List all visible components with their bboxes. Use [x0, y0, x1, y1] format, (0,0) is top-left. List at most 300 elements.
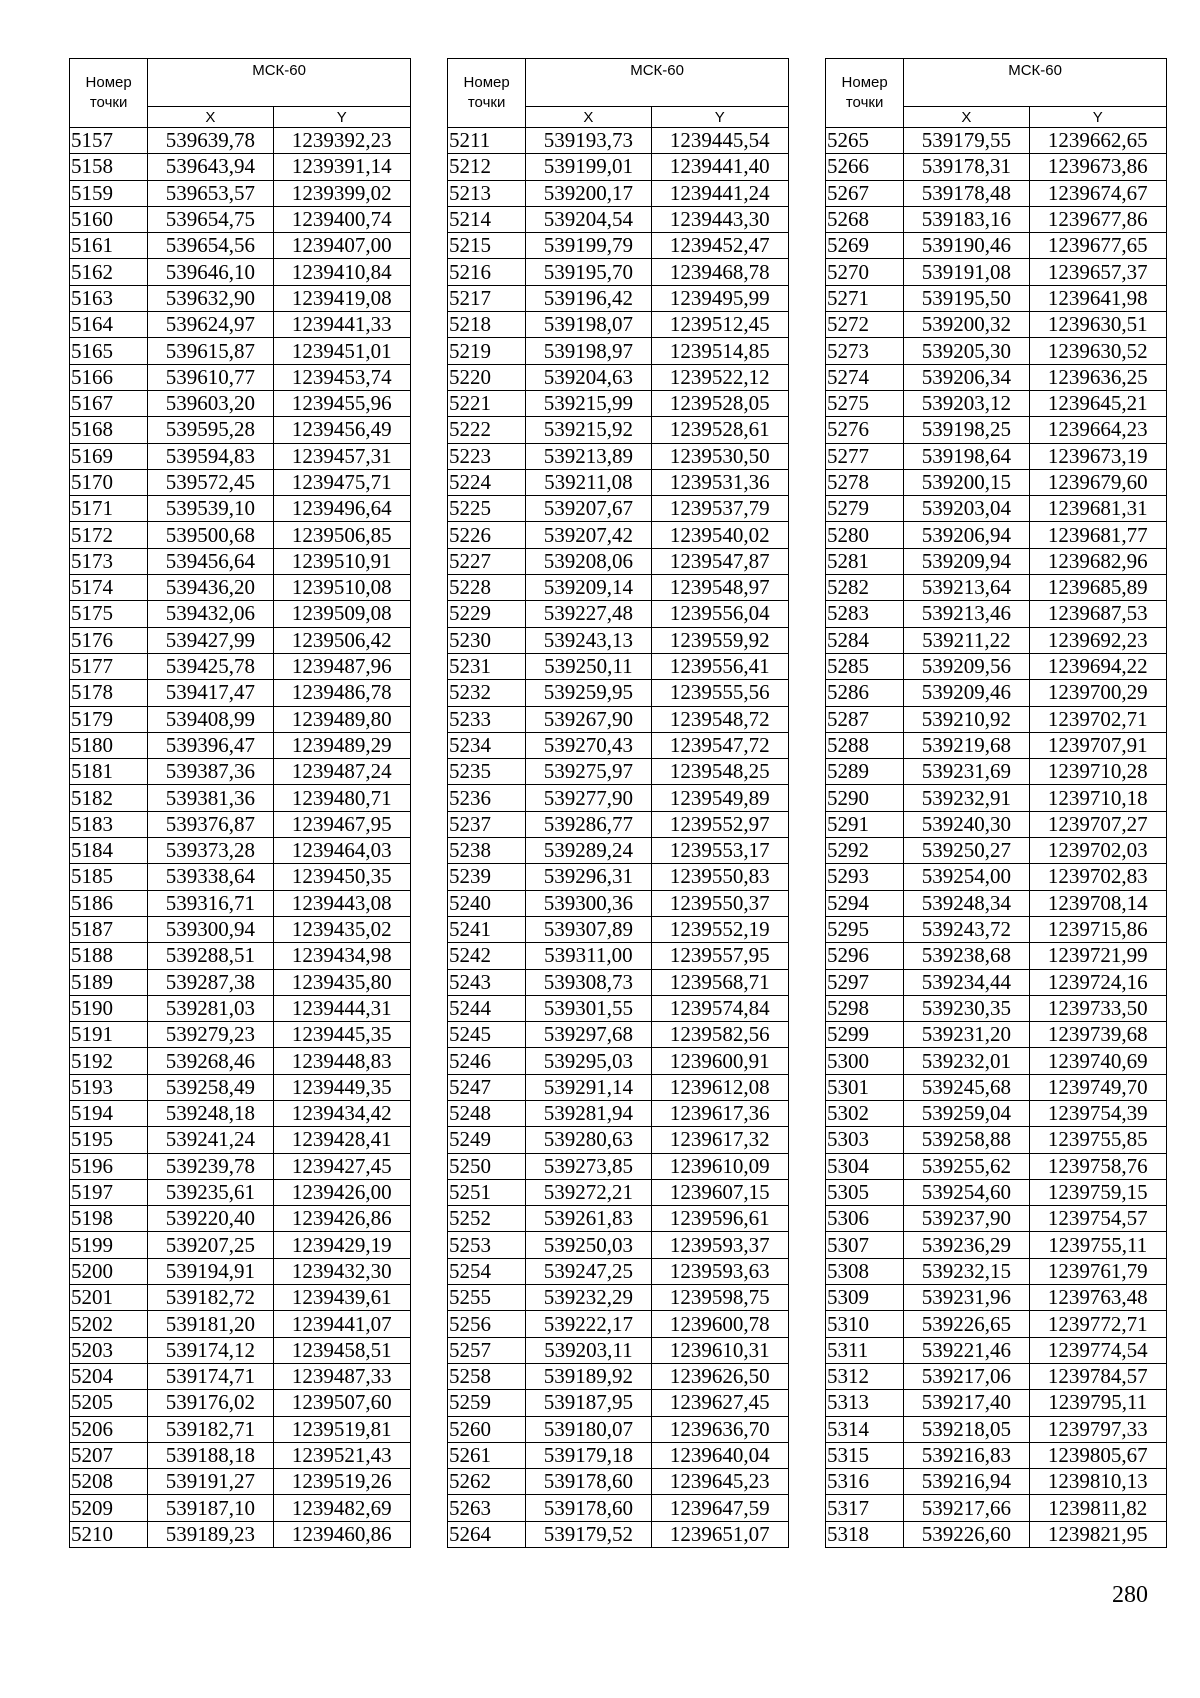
table-row	[826, 548, 1167, 574]
point-number-cell: 5161	[70, 233, 148, 259]
point-number-cell: 5202	[70, 1311, 148, 1337]
x-coordinate-cell: 539187,95	[526, 1390, 651, 1416]
table-row	[70, 338, 411, 364]
y-coordinate-cell: 1239496,64	[273, 496, 410, 522]
x-coordinate-cell: 539311,00	[526, 943, 651, 969]
point-number-cell: 5284	[826, 627, 904, 653]
y-coordinate-cell: 1239441,07	[273, 1311, 410, 1337]
x-coordinate-cell: 539432,06	[148, 601, 273, 627]
table-row	[826, 1206, 1167, 1232]
y-coordinate-cell: 1239509,08	[273, 601, 410, 627]
point-number-cell: 5285	[826, 653, 904, 679]
x-coordinate-cell: 539286,77	[526, 811, 651, 837]
y-coordinate-cell: 1239617,32	[651, 1127, 788, 1153]
point-number-cell: 5270	[826, 259, 904, 285]
y-coordinate-cell: 1239528,61	[651, 417, 788, 443]
table-row	[826, 653, 1167, 679]
y-coordinate-cell: 1239455,96	[273, 390, 410, 416]
x-coordinate-cell: 539279,23	[148, 1022, 273, 1048]
y-coordinate-cell: 1239429,19	[273, 1232, 410, 1258]
x-coordinate-cell: 539213,89	[526, 443, 651, 469]
table-row	[70, 864, 411, 890]
x-coordinate-cell: 539254,00	[904, 864, 1029, 890]
x-coordinate-cell: 539236,29	[904, 1232, 1029, 1258]
table-row	[70, 943, 411, 969]
point-number-cell: 5290	[826, 785, 904, 811]
y-coordinate-cell: 1239607,15	[651, 1179, 788, 1205]
point-number-cell: 5258	[448, 1363, 526, 1389]
y-coordinate-cell: 1239740,69	[1029, 1048, 1166, 1074]
table-row	[448, 575, 789, 601]
x-coordinate-cell: 539183,16	[904, 206, 1029, 232]
table-row	[448, 1416, 789, 1442]
y-coordinate-cell: 1239434,98	[273, 943, 410, 969]
table-row	[826, 1074, 1167, 1100]
table-row	[826, 1442, 1167, 1468]
x-coordinate-cell: 539387,36	[148, 759, 273, 785]
table-row	[70, 206, 411, 232]
header-msk60: МСК-60	[526, 59, 789, 107]
x-coordinate-cell: 539206,94	[904, 522, 1029, 548]
point-number-cell: 5200	[70, 1258, 148, 1284]
point-number-cell: 5186	[70, 890, 148, 916]
table-row	[448, 364, 789, 390]
x-coordinate-cell: 539500,68	[148, 522, 273, 548]
point-number-cell: 5219	[448, 338, 526, 364]
point-number-cell: 5234	[448, 732, 526, 758]
x-coordinate-cell: 539209,56	[904, 653, 1029, 679]
point-number-cell: 5229	[448, 601, 526, 627]
x-coordinate-cell: 539232,29	[526, 1285, 651, 1311]
y-coordinate-cell: 1239640,04	[651, 1442, 788, 1468]
point-number-cell: 5261	[448, 1442, 526, 1468]
x-coordinate-cell: 539259,04	[904, 1100, 1029, 1126]
x-coordinate-cell: 539199,01	[526, 154, 651, 180]
x-coordinate-cell: 539425,78	[148, 653, 273, 679]
point-number-cell: 5316	[826, 1469, 904, 1495]
x-coordinate-cell: 539291,14	[526, 1074, 651, 1100]
table-row	[70, 1495, 411, 1521]
y-coordinate-cell: 1239487,33	[273, 1363, 410, 1389]
table-row	[448, 732, 789, 758]
y-coordinate-cell: 1239721,99	[1029, 943, 1166, 969]
point-number-cell: 5225	[448, 496, 526, 522]
x-coordinate-cell: 539258,88	[904, 1127, 1029, 1153]
table-row	[448, 864, 789, 890]
y-coordinate-cell: 1239636,25	[1029, 364, 1166, 390]
point-number-cell: 5194	[70, 1100, 148, 1126]
table-row	[448, 1232, 789, 1258]
point-number-cell: 5306	[826, 1206, 904, 1232]
table-row	[448, 154, 789, 180]
coordinates-table-3	[825, 58, 1167, 1548]
table-row	[448, 838, 789, 864]
y-coordinate-cell: 1239537,79	[651, 496, 788, 522]
x-coordinate-cell: 539250,11	[526, 653, 651, 679]
table-row	[826, 916, 1167, 942]
y-coordinate-cell: 1239528,05	[651, 390, 788, 416]
point-number-cell: 5312	[826, 1363, 904, 1389]
point-number-cell: 5214	[448, 206, 526, 232]
y-coordinate-cell: 1239427,45	[273, 1153, 410, 1179]
table-row	[448, 1074, 789, 1100]
x-coordinate-cell: 539624,97	[148, 312, 273, 338]
y-coordinate-cell: 1239445,35	[273, 1022, 410, 1048]
x-coordinate-cell: 539226,60	[904, 1521, 1029, 1547]
x-coordinate-cell: 539200,17	[526, 180, 651, 206]
x-coordinate-cell: 539396,47	[148, 732, 273, 758]
coordinates-table-2	[447, 58, 789, 1548]
point-number-cell: 5317	[826, 1495, 904, 1521]
y-coordinate-cell: 1239510,91	[273, 548, 410, 574]
table-row	[826, 1390, 1167, 1416]
point-number-cell: 5183	[70, 811, 148, 837]
x-coordinate-cell: 539277,90	[526, 785, 651, 811]
point-number-cell: 5157	[70, 128, 148, 154]
x-coordinate-cell: 539191,27	[148, 1469, 273, 1495]
point-number-cell: 5233	[448, 706, 526, 732]
table-row	[448, 259, 789, 285]
x-coordinate-cell: 539182,72	[148, 1285, 273, 1311]
y-coordinate-cell: 1239550,37	[651, 890, 788, 916]
point-number-cell: 5231	[448, 653, 526, 679]
point-number-cell: 5185	[70, 864, 148, 890]
point-number-cell: 5208	[70, 1469, 148, 1495]
point-number-cell: 5243	[448, 969, 526, 995]
x-coordinate-cell: 539594,83	[148, 443, 273, 469]
y-coordinate-cell: 1239445,54	[651, 128, 788, 154]
x-coordinate-cell: 539203,11	[526, 1337, 651, 1363]
point-number-cell: 5309	[826, 1285, 904, 1311]
x-coordinate-cell: 539213,64	[904, 575, 1029, 601]
x-coordinate-cell: 539654,56	[148, 233, 273, 259]
x-coordinate-cell: 539204,63	[526, 364, 651, 390]
table-row	[70, 1022, 411, 1048]
point-number-cell: 5165	[70, 338, 148, 364]
table-row	[448, 653, 789, 679]
y-coordinate-cell: 1239556,04	[651, 601, 788, 627]
y-coordinate-cell: 1239548,97	[651, 575, 788, 601]
table-row	[70, 1100, 411, 1126]
y-coordinate-cell: 1239627,45	[651, 1390, 788, 1416]
x-coordinate-cell: 539196,42	[526, 285, 651, 311]
x-coordinate-cell: 539200,32	[904, 312, 1029, 338]
table-row	[70, 1521, 411, 1547]
point-number-cell: 5235	[448, 759, 526, 785]
point-number-cell: 5188	[70, 943, 148, 969]
table-row	[70, 285, 411, 311]
table-row	[826, 128, 1167, 154]
table-row	[70, 680, 411, 706]
table-row	[826, 417, 1167, 443]
x-coordinate-cell: 539195,70	[526, 259, 651, 285]
x-coordinate-cell: 539218,05	[904, 1416, 1029, 1442]
header-point-number: Номер точки	[70, 59, 148, 128]
x-coordinate-cell: 539307,89	[526, 916, 651, 942]
y-coordinate-cell: 1239772,71	[1029, 1311, 1166, 1337]
y-coordinate-cell: 1239673,19	[1029, 443, 1166, 469]
y-coordinate-cell: 1239795,11	[1029, 1390, 1166, 1416]
x-coordinate-cell: 539217,06	[904, 1363, 1029, 1389]
point-number-cell: 5197	[70, 1179, 148, 1205]
x-coordinate-cell: 539539,10	[148, 496, 273, 522]
y-coordinate-cell: 1239486,78	[273, 680, 410, 706]
x-coordinate-cell: 539178,60	[526, 1469, 651, 1495]
y-coordinate-cell: 1239448,83	[273, 1048, 410, 1074]
point-number-cell: 5175	[70, 601, 148, 627]
y-coordinate-cell: 1239596,61	[651, 1206, 788, 1232]
y-coordinate-cell: 1239441,40	[651, 154, 788, 180]
page-number: 280	[1112, 1582, 1148, 1608]
x-coordinate-cell: 539254,60	[904, 1179, 1029, 1205]
y-coordinate-cell: 1239392,23	[273, 128, 410, 154]
table-row	[448, 1363, 789, 1389]
point-number-cell: 5158	[70, 154, 148, 180]
point-number-cell: 5275	[826, 390, 904, 416]
y-coordinate-cell: 1239708,14	[1029, 890, 1166, 916]
point-number-cell: 5265	[826, 128, 904, 154]
x-coordinate-cell: 539178,60	[526, 1495, 651, 1521]
table-row	[448, 1179, 789, 1205]
y-coordinate-cell: 1239451,01	[273, 338, 410, 364]
table-row	[826, 1179, 1167, 1205]
point-number-cell: 5298	[826, 995, 904, 1021]
point-number-cell: 5297	[826, 969, 904, 995]
y-coordinate-cell: 1239399,02	[273, 180, 410, 206]
point-number-cell: 5268	[826, 206, 904, 232]
y-coordinate-cell: 1239391,14	[273, 154, 410, 180]
point-number-cell: 5163	[70, 285, 148, 311]
point-number-cell: 5277	[826, 443, 904, 469]
x-coordinate-cell: 539221,46	[904, 1337, 1029, 1363]
point-number-cell: 5269	[826, 233, 904, 259]
x-coordinate-cell: 539231,96	[904, 1285, 1029, 1311]
point-number-cell: 5207	[70, 1442, 148, 1468]
y-coordinate-cell: 1239547,72	[651, 732, 788, 758]
table-row	[826, 259, 1167, 285]
y-coordinate-cell: 1239464,03	[273, 838, 410, 864]
x-coordinate-cell: 539258,49	[148, 1074, 273, 1100]
x-coordinate-cell: 539207,25	[148, 1232, 273, 1258]
x-coordinate-cell: 539240,30	[904, 811, 1029, 837]
x-coordinate-cell: 539654,75	[148, 206, 273, 232]
x-coordinate-cell: 539643,94	[148, 154, 273, 180]
point-number-cell: 5204	[70, 1363, 148, 1389]
table-row	[70, 522, 411, 548]
x-coordinate-cell: 539176,02	[148, 1390, 273, 1416]
y-coordinate-cell: 1239682,96	[1029, 548, 1166, 574]
point-number-cell: 5266	[826, 154, 904, 180]
y-coordinate-cell: 1239460,86	[273, 1521, 410, 1547]
header-x: X	[904, 107, 1029, 128]
y-coordinate-cell: 1239443,08	[273, 890, 410, 916]
coordinates-table-1	[69, 58, 411, 1548]
table-row	[448, 1048, 789, 1074]
point-number-cell: 5257	[448, 1337, 526, 1363]
point-number-cell: 5195	[70, 1127, 148, 1153]
y-coordinate-cell: 1239435,02	[273, 916, 410, 942]
x-coordinate-cell: 539288,51	[148, 943, 273, 969]
table-row	[826, 943, 1167, 969]
point-number-cell: 5301	[826, 1074, 904, 1100]
point-number-cell: 5191	[70, 1022, 148, 1048]
x-coordinate-cell: 539280,63	[526, 1127, 651, 1153]
x-coordinate-cell: 539248,34	[904, 890, 1029, 916]
y-coordinate-cell: 1239489,80	[273, 706, 410, 732]
x-coordinate-cell: 539226,65	[904, 1311, 1029, 1337]
x-coordinate-cell: 539200,15	[904, 469, 1029, 495]
x-coordinate-cell: 539632,90	[148, 285, 273, 311]
x-coordinate-cell: 539231,20	[904, 1022, 1029, 1048]
y-coordinate-cell: 1239495,99	[651, 285, 788, 311]
table-row	[826, 969, 1167, 995]
table-row	[826, 443, 1167, 469]
point-number-cell: 5201	[70, 1285, 148, 1311]
point-number-cell: 5174	[70, 575, 148, 601]
header-point-number: Номер точки	[448, 59, 526, 128]
y-coordinate-cell: 1239530,50	[651, 443, 788, 469]
x-coordinate-cell: 539243,13	[526, 627, 651, 653]
y-coordinate-cell: 1239673,86	[1029, 154, 1166, 180]
table-row	[70, 1206, 411, 1232]
y-coordinate-cell: 1239519,81	[273, 1416, 410, 1442]
x-coordinate-cell: 539179,55	[904, 128, 1029, 154]
point-number-cell: 5310	[826, 1311, 904, 1337]
point-number-cell: 5187	[70, 916, 148, 942]
y-coordinate-cell: 1239754,39	[1029, 1100, 1166, 1126]
x-coordinate-cell: 539243,72	[904, 916, 1029, 942]
table-row	[826, 1153, 1167, 1179]
table-row	[826, 785, 1167, 811]
y-coordinate-cell: 1239645,21	[1029, 390, 1166, 416]
point-number-cell: 5192	[70, 1048, 148, 1074]
x-coordinate-cell: 539216,94	[904, 1469, 1029, 1495]
y-coordinate-cell: 1239510,08	[273, 575, 410, 601]
x-coordinate-cell: 539408,99	[148, 706, 273, 732]
y-coordinate-cell: 1239707,27	[1029, 811, 1166, 837]
table-row	[826, 890, 1167, 916]
header-x: X	[526, 107, 651, 128]
table-row	[826, 312, 1167, 338]
x-coordinate-cell: 539247,25	[526, 1258, 651, 1284]
x-coordinate-cell: 539281,94	[526, 1100, 651, 1126]
point-number-cell: 5286	[826, 680, 904, 706]
point-number-cell: 5259	[448, 1390, 526, 1416]
point-number-cell: 5276	[826, 417, 904, 443]
point-number-cell: 5189	[70, 969, 148, 995]
x-coordinate-cell: 539301,55	[526, 995, 651, 1021]
y-coordinate-cell: 1239811,82	[1029, 1495, 1166, 1521]
x-coordinate-cell: 539232,15	[904, 1258, 1029, 1284]
table-row	[448, 522, 789, 548]
x-coordinate-cell: 539205,30	[904, 338, 1029, 364]
x-coordinate-cell: 539338,64	[148, 864, 273, 890]
point-number-cell: 5173	[70, 548, 148, 574]
y-coordinate-cell: 1239694,22	[1029, 653, 1166, 679]
point-number-cell: 5193	[70, 1074, 148, 1100]
point-number-cell: 5260	[448, 1416, 526, 1442]
x-coordinate-cell: 539198,07	[526, 312, 651, 338]
table-row	[448, 180, 789, 206]
y-coordinate-cell: 1239739,68	[1029, 1022, 1166, 1048]
point-number-cell: 5171	[70, 496, 148, 522]
point-number-cell: 5180	[70, 732, 148, 758]
table-row	[448, 390, 789, 416]
x-coordinate-cell: 539250,27	[904, 838, 1029, 864]
y-coordinate-cell: 1239651,07	[651, 1521, 788, 1547]
point-number-cell: 5176	[70, 627, 148, 653]
y-coordinate-cell: 1239755,85	[1029, 1127, 1166, 1153]
table-row	[70, 916, 411, 942]
x-coordinate-cell: 539417,47	[148, 680, 273, 706]
table-row	[826, 154, 1167, 180]
table-row	[70, 1469, 411, 1495]
y-coordinate-cell: 1239552,97	[651, 811, 788, 837]
x-coordinate-cell: 539190,46	[904, 233, 1029, 259]
point-number-cell: 5226	[448, 522, 526, 548]
table-row	[70, 364, 411, 390]
table-row	[826, 1100, 1167, 1126]
y-coordinate-cell: 1239630,52	[1029, 338, 1166, 364]
point-number-cell: 5236	[448, 785, 526, 811]
x-coordinate-cell: 539259,95	[526, 680, 651, 706]
table-row	[70, 1416, 411, 1442]
x-coordinate-cell: 539231,69	[904, 759, 1029, 785]
point-number-cell: 5217	[448, 285, 526, 311]
header-x: X	[148, 107, 273, 128]
x-coordinate-cell: 539209,46	[904, 680, 1029, 706]
x-coordinate-cell: 539237,90	[904, 1206, 1029, 1232]
y-coordinate-cell: 1239692,23	[1029, 627, 1166, 653]
x-coordinate-cell: 539653,57	[148, 180, 273, 206]
x-coordinate-cell: 539646,10	[148, 259, 273, 285]
table-row	[826, 1469, 1167, 1495]
table-row	[826, 1258, 1167, 1284]
y-coordinate-cell: 1239598,75	[651, 1285, 788, 1311]
point-number-cell: 5294	[826, 890, 904, 916]
point-number-cell: 5281	[826, 548, 904, 574]
y-coordinate-cell: 1239426,00	[273, 1179, 410, 1205]
x-coordinate-cell: 539275,97	[526, 759, 651, 785]
point-number-cell: 5254	[448, 1258, 526, 1284]
point-number-cell: 5181	[70, 759, 148, 785]
x-coordinate-cell: 539217,66	[904, 1495, 1029, 1521]
x-coordinate-cell: 539295,03	[526, 1048, 651, 1074]
table-row	[70, 154, 411, 180]
table-row	[70, 890, 411, 916]
table-row	[826, 811, 1167, 837]
point-number-cell: 5166	[70, 364, 148, 390]
point-number-cell: 5263	[448, 1495, 526, 1521]
x-coordinate-cell: 539187,10	[148, 1495, 273, 1521]
y-coordinate-cell: 1239548,72	[651, 706, 788, 732]
x-coordinate-cell: 539220,40	[148, 1206, 273, 1232]
y-coordinate-cell: 1239681,31	[1029, 496, 1166, 522]
point-number-cell: 5245	[448, 1022, 526, 1048]
table-row	[826, 838, 1167, 864]
x-coordinate-cell: 539261,83	[526, 1206, 651, 1232]
y-coordinate-cell: 1239784,57	[1029, 1363, 1166, 1389]
table-row	[70, 312, 411, 338]
point-number-cell: 5305	[826, 1179, 904, 1205]
point-number-cell: 5178	[70, 680, 148, 706]
table-row	[70, 128, 411, 154]
x-coordinate-cell: 539300,36	[526, 890, 651, 916]
table-row	[826, 995, 1167, 1021]
point-number-cell: 5206	[70, 1416, 148, 1442]
table-row	[70, 627, 411, 653]
y-coordinate-cell: 1239749,70	[1029, 1074, 1166, 1100]
